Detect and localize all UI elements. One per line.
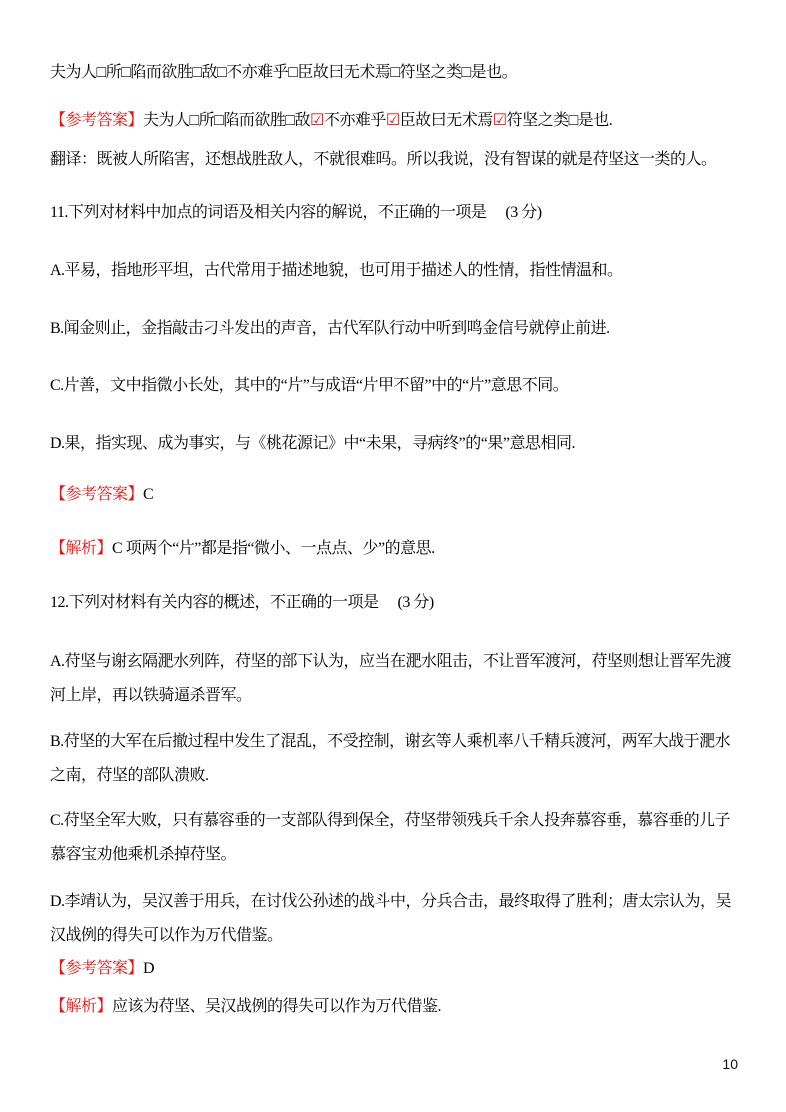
text-line: [50, 838, 742, 872]
text-line: [50, 56, 742, 90]
text-line: [50, 990, 742, 1024]
question-12-option-c: [50, 804, 742, 872]
text-segment: 翻译：既被人所陷害，还想战胜敌人，不就很难吗。所以我说，没有智谋的就是苻坚这一类的人。: [50, 151, 717, 168]
text-segment: A.平易，指地形平坦，古代常用于描述地貌，也可用于描述人的性情，指性情温和。: [50, 262, 623, 279]
question-11-option-d: [50, 427, 742, 461]
answer-label: 【参考答案】: [50, 486, 144, 503]
text-segment: D.李靖认为，吴汉善于用兵，在讨伐公孙述的战斗中，分兵合击，最终取得了胜利；唐太宗认为，吴: [50, 893, 732, 910]
text-line: [50, 369, 742, 403]
text-segment: 符坚之类□是也.: [506, 112, 613, 129]
analysis-label: 【解析】: [50, 540, 113, 557]
text-line: [50, 532, 742, 566]
text-segment: 不亦难乎: [323, 112, 386, 129]
text-line: [50, 427, 742, 461]
text-line: [50, 919, 742, 953]
text-line: [50, 478, 742, 512]
text-line: [50, 312, 742, 346]
text-line: [50, 804, 742, 838]
punctuation-reference-answer-line: [50, 104, 742, 138]
question-11-answer: [50, 478, 742, 512]
question-12-stem: [50, 586, 742, 620]
text-line: [50, 104, 742, 138]
question-11-stem: [50, 196, 742, 230]
text-segment: C.苻坚全军大败，只有慕容垂的一支部队得到保全，苻坚带领残兵千余人投奔慕容垂，慕容垂的儿子: [50, 812, 731, 829]
text-line: [50, 759, 742, 793]
text-line: [50, 885, 742, 919]
text-segment: B.闻金则止，金指敲击刁斗发出的声音，古代军队行动中听到鸣金信号就停止前进.: [50, 320, 610, 337]
text-segment: 夫为人□所□陷而欲胜□敌□不亦难乎□臣故曰无术焉□符坚之类□是也。: [50, 64, 518, 81]
analysis-label: 【解析】: [50, 998, 113, 1015]
answer-label: 【参考答案】: [50, 112, 144, 129]
question-12-answer: [50, 952, 742, 986]
text-line: [50, 952, 742, 986]
text-line: [50, 645, 742, 679]
text-line: [50, 254, 742, 288]
checked-box-icon: ☑: [310, 112, 324, 129]
question-12-option-b: [50, 725, 742, 793]
translation-line: [50, 143, 742, 177]
checked-box-icon: ☑: [385, 112, 400, 129]
text-segment: C 项两个“片”都是指“微小、一点点、少”的意思.: [112, 540, 435, 557]
text-segment: 12.下列对材料有关内容的概述，不正确的一项是 (3 分): [50, 594, 434, 611]
punctuation-exercise-line: [50, 56, 742, 90]
text-line: [50, 725, 742, 759]
text-line: [50, 586, 742, 620]
text-segment: B.苻坚的大军在后撤过程中发生了混乱，不受控制，谢玄等人乘机率八千精兵渡河，两军大战于淝水: [50, 733, 731, 750]
text-segment: A.苻坚与谢玄隔淝水列阵，苻坚的部下认为，应当在淝水阻击，不让晋军渡河，苻坚则想让晋军先渡: [50, 653, 732, 670]
page-number: 10: [722, 1056, 738, 1072]
answer-label: 【参考答案】: [50, 960, 144, 977]
text-segment: 之南，苻坚的部队溃败.: [50, 767, 209, 784]
text-segment: 慕容宝劝他乘机杀掉苻坚。: [50, 846, 237, 863]
text-segment: 汉战例的得失可以作为万代借鉴。: [50, 927, 283, 944]
question-12-analysis: [50, 990, 742, 1024]
text-segment: D: [143, 960, 155, 977]
text-line: [50, 143, 742, 177]
question-12-option-a: [50, 645, 742, 713]
question-11-analysis: [50, 532, 742, 566]
text-segment: 夫为人□所□陷而欲胜□敌: [143, 112, 311, 129]
text-line: [50, 196, 742, 230]
text-line: [50, 679, 742, 713]
question-11-option-a: [50, 254, 742, 288]
text-segment: 臣故曰无术焉: [399, 112, 493, 129]
checked-box-icon: ☑: [492, 112, 507, 129]
text-segment: 11.下列对材料中加点的词语及相关内容的解说，不正确的一项是 (3 分): [50, 204, 542, 221]
text-segment: C.片善，文中指微小长处，其中的“片”与成语“片甲不留”中的“片”意思不同。: [50, 377, 569, 394]
question-11-option-c: [50, 369, 742, 403]
question-12-option-d: [50, 885, 742, 953]
text-segment: 应该为苻坚、吴汉战例的得失可以作为万代借鉴.: [112, 998, 442, 1015]
text-segment: C: [143, 486, 154, 503]
text-segment: 河上岸，再以铁骑逼杀晋军。: [50, 687, 252, 704]
text-segment: D.果，指实现、成为事实，与《桃花源记》中“未果，寻病终”的“果”意思相同.: [50, 435, 575, 452]
question-11-option-b: [50, 312, 742, 346]
